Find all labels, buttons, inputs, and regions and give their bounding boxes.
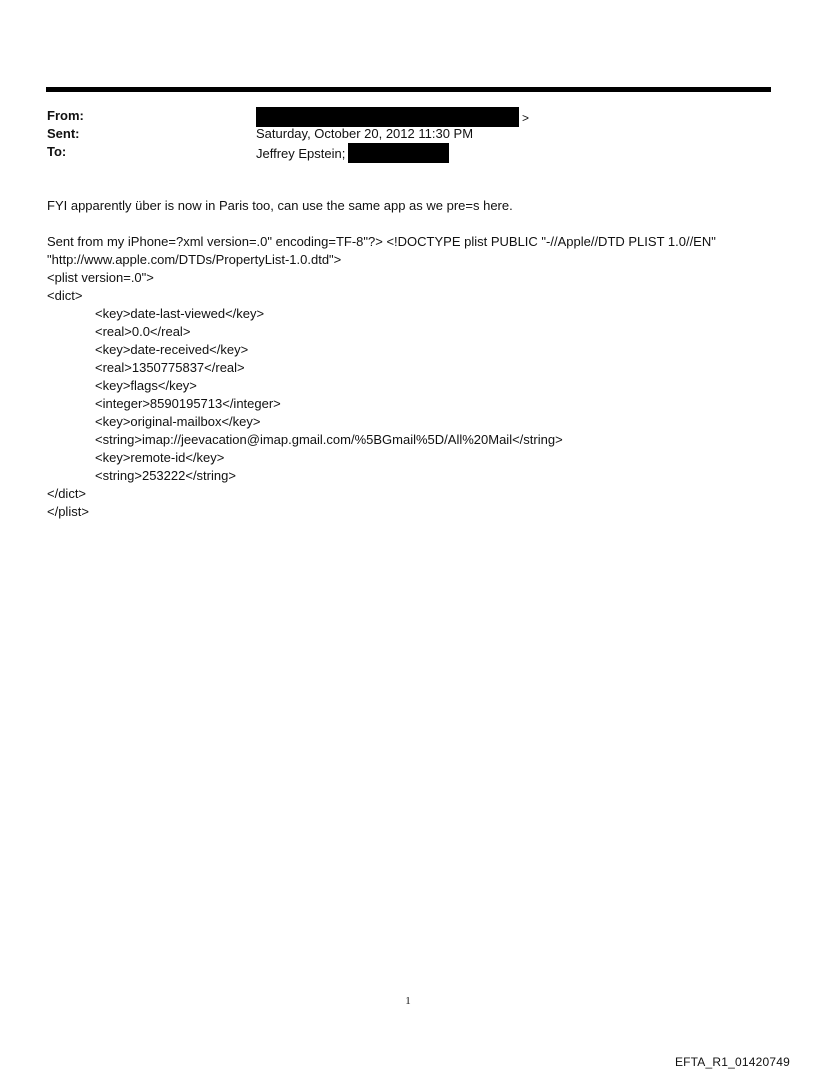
- signature-line: "http://www.apple.com/DTDs/PropertyList-1.0.dtd">: [47, 252, 342, 267]
- dict-entry: <integer>8590195713</integer>: [95, 396, 281, 411]
- sent-row: [47, 125, 767, 143]
- dict-entry: <string>253222</string>: [95, 468, 236, 483]
- dict-close-tag: </dict>: [47, 486, 87, 501]
- dict-entry: <key>original-mailbox</key>: [95, 414, 261, 429]
- plist-open-tag: <plist version=.0">: [47, 270, 154, 285]
- document-id: EFTA_R1_01420749: [674, 1055, 790, 1069]
- dict-entry: <key>date-last-viewed</key>: [95, 306, 265, 321]
- sent-label: Sent:: [47, 126, 80, 141]
- from-suffix: >: [522, 111, 530, 125]
- dict-entry: <key>remote-id</key>: [95, 450, 225, 465]
- to-label: To:: [47, 144, 67, 159]
- redaction-box: [348, 143, 449, 163]
- from-value: [256, 107, 529, 127]
- page-number: 1: [405, 995, 411, 1007]
- sent-value: Saturday, October 20, 2012 11:30 PM: [256, 126, 474, 141]
- header-divider: [46, 87, 771, 92]
- dict-entry: <real>0.0</real>: [95, 324, 191, 339]
- redaction-box: [256, 107, 519, 127]
- plist-close-tag: </plist>: [47, 504, 89, 519]
- dict-open-tag: <dict>: [47, 288, 83, 303]
- dict-entry: <real>1350775837</real>: [95, 360, 245, 375]
- dict-entry: <key>flags</key>: [95, 378, 197, 393]
- dict-entry: <string>imap://jeevacation@imap.gmail.com/%5BGmail%5D/All%20Mail</string>: [95, 432, 563, 447]
- message-text: FYI apparently über is now in Paris too, can use the same app as we pre=s here.: [47, 198, 513, 213]
- email-body: [47, 197, 777, 521]
- email-header: [47, 107, 767, 161]
- from-row: [47, 107, 767, 125]
- dict-entry: <key>date-received</key>: [95, 342, 249, 357]
- to-row: [47, 143, 767, 161]
- to-recipient: Jeffrey Epstein;: [256, 146, 346, 161]
- signature-line: Sent from my iPhone=?xml version=.0" encoding=TF-8"?> <!DOCTYPE plist PUBLIC "-//Apple//DTD PLIST 1.0//EN": [47, 234, 716, 249]
- paragraph-gap: [47, 215, 777, 233]
- from-label: From:: [47, 108, 84, 123]
- to-value: [256, 143, 449, 163]
